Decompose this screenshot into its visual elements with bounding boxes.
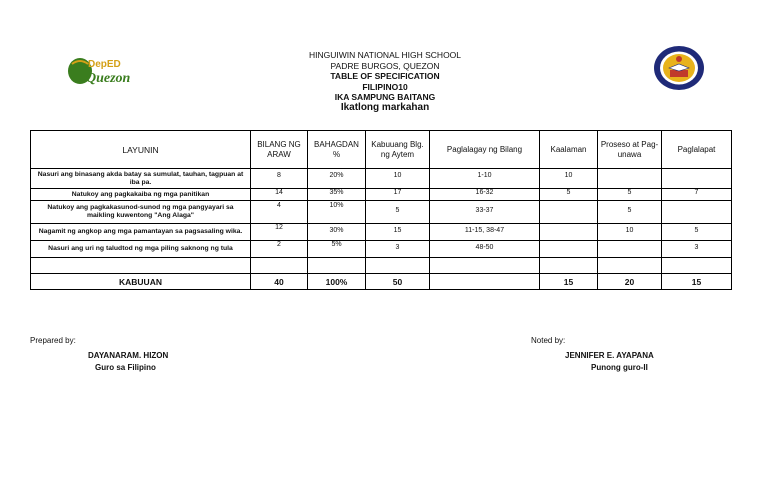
table-row xyxy=(31,189,732,201)
empty-cell xyxy=(662,258,732,274)
school-address: PADRE BURGOS, QUEZON xyxy=(330,60,440,71)
placement-cell: 48-50 xyxy=(430,241,540,258)
table-row-empty xyxy=(31,258,732,274)
items-cell: 5 xyxy=(366,201,430,224)
objective-cell: Nasuri ang binasang akda batay sa sumulat, tauhan, tagpuan at iba pa. xyxy=(31,169,251,189)
grade-level: IKA SAMPUNG BAITANG xyxy=(334,92,436,102)
percent-cell: 35% xyxy=(308,189,366,201)
total-items: 50 xyxy=(366,274,430,290)
empty-cell xyxy=(366,258,430,274)
total-paglalapat: 15 xyxy=(662,274,732,290)
logo-text-bottom: Quezon xyxy=(86,71,131,86)
document-header xyxy=(230,50,540,113)
placement-cell: 33-37 xyxy=(430,201,540,224)
prepared-by-name: DAYANARAM. HIZON xyxy=(88,351,169,360)
proseso-cell xyxy=(598,241,662,258)
paglalapat-cell: 3 xyxy=(662,241,732,258)
objective-cell: Natukoy ang pagkakaiba ng mga panitikan xyxy=(31,189,251,201)
proseso-cell: 10 xyxy=(598,224,662,241)
document-title: TABLE OF SPECIFICATION xyxy=(330,71,440,81)
total-label: KABUUAN xyxy=(31,274,251,290)
days-cell: 12 xyxy=(251,224,308,241)
paglalapat-cell: 5 xyxy=(662,224,732,241)
percent-cell: 30% xyxy=(308,224,366,241)
objective-cell: Natukoy ang pagkakasunod-sunod ng mga pangyayari sa maikling kuwentong "Ang Alaga" xyxy=(31,201,251,224)
total-proseso: 20 xyxy=(598,274,662,290)
kaalaman-cell xyxy=(540,224,598,241)
paglalapat-cell: 7 xyxy=(662,189,732,201)
items-cell: 15 xyxy=(366,224,430,241)
logo-text-top: DepED xyxy=(88,59,121,70)
placement-cell: 11-15, 38-47 xyxy=(430,224,540,241)
table-row xyxy=(31,201,732,224)
days-cell: 2 xyxy=(251,241,308,258)
noted-by-label: Noted by: xyxy=(531,336,566,345)
col-header-bilang-ng-araw: BILANG NG ARAW xyxy=(251,131,308,169)
col-header-bahagdan: BAHAGDAN % xyxy=(308,131,366,169)
items-cell: 3 xyxy=(366,241,430,258)
placement-cell: 1-10 xyxy=(430,169,540,189)
table-header-row xyxy=(31,131,732,169)
empty-cell xyxy=(540,258,598,274)
days-cell: 14 xyxy=(251,189,308,201)
items-cell: 10 xyxy=(366,169,430,189)
col-header-paglalapat: Paglalapat xyxy=(662,131,732,169)
col-header-kabuuang-aytem: Kabuuang Blg. ng Aytem xyxy=(366,131,430,169)
prepared-by-label: Prepared by: xyxy=(30,336,76,345)
total-kaalaman: 15 xyxy=(540,274,598,290)
school-seal-logo xyxy=(652,44,706,92)
quarter: Ikatlong markahan xyxy=(340,101,430,113)
total-placement xyxy=(430,274,540,290)
proseso-cell: 5 xyxy=(598,189,662,201)
total-days: 40 xyxy=(251,274,308,290)
empty-cell xyxy=(430,258,540,274)
empty-cell xyxy=(598,258,662,274)
empty-cell xyxy=(31,258,251,274)
placement-cell: 16-32 xyxy=(430,189,540,201)
col-header-paglalagay: Paglalagay ng Bilang xyxy=(430,131,540,169)
proseso-cell xyxy=(598,169,662,189)
kaalaman-cell xyxy=(540,201,598,224)
objective-cell: Nasuri ang uri ng taludtod ng mga piling saknong ng tula xyxy=(31,241,251,258)
deped-quezon-logo xyxy=(66,54,152,88)
paglalapat-cell xyxy=(662,201,732,224)
noted-by-name: JENNIFER E. AYAPANA xyxy=(565,351,654,360)
noted-by-role: Punong guro-II xyxy=(591,363,648,372)
table-total-row xyxy=(31,274,732,290)
empty-cell xyxy=(308,258,366,274)
proseso-cell: 5 xyxy=(598,201,662,224)
table-row xyxy=(31,241,732,258)
subject: FILIPINO10 xyxy=(362,81,408,92)
prepared-by-role: Guro sa Filipino xyxy=(95,363,156,372)
col-header-kaalaman: Kaalaman xyxy=(540,131,598,169)
col-header-layunin: LAYUNIN xyxy=(31,131,251,169)
total-percent: 100% xyxy=(308,274,366,290)
table-row xyxy=(31,169,732,189)
days-cell: 8 xyxy=(251,169,308,189)
col-header-proseso: Proseso at Pag-unawa xyxy=(598,131,662,169)
school-name: HINGUIWIN NATIONAL HIGH SCHOOL xyxy=(308,50,462,60)
paglalapat-cell xyxy=(662,169,732,189)
items-cell: 17 xyxy=(366,189,430,201)
empty-cell xyxy=(251,258,308,274)
table-of-specification xyxy=(30,130,732,290)
table-row xyxy=(31,224,732,241)
objective-cell: Nagamit ng angkop ang mga pamantayan sa pagsasaling wika. xyxy=(31,224,251,241)
percent-cell: 5% xyxy=(308,241,366,258)
kaalaman-cell xyxy=(540,241,598,258)
kaalaman-cell: 5 xyxy=(540,189,598,201)
percent-cell: 20% xyxy=(308,169,366,189)
percent-cell: 10% xyxy=(308,201,366,224)
days-cell: 4 xyxy=(251,201,308,224)
kaalaman-cell: 10 xyxy=(540,169,598,189)
